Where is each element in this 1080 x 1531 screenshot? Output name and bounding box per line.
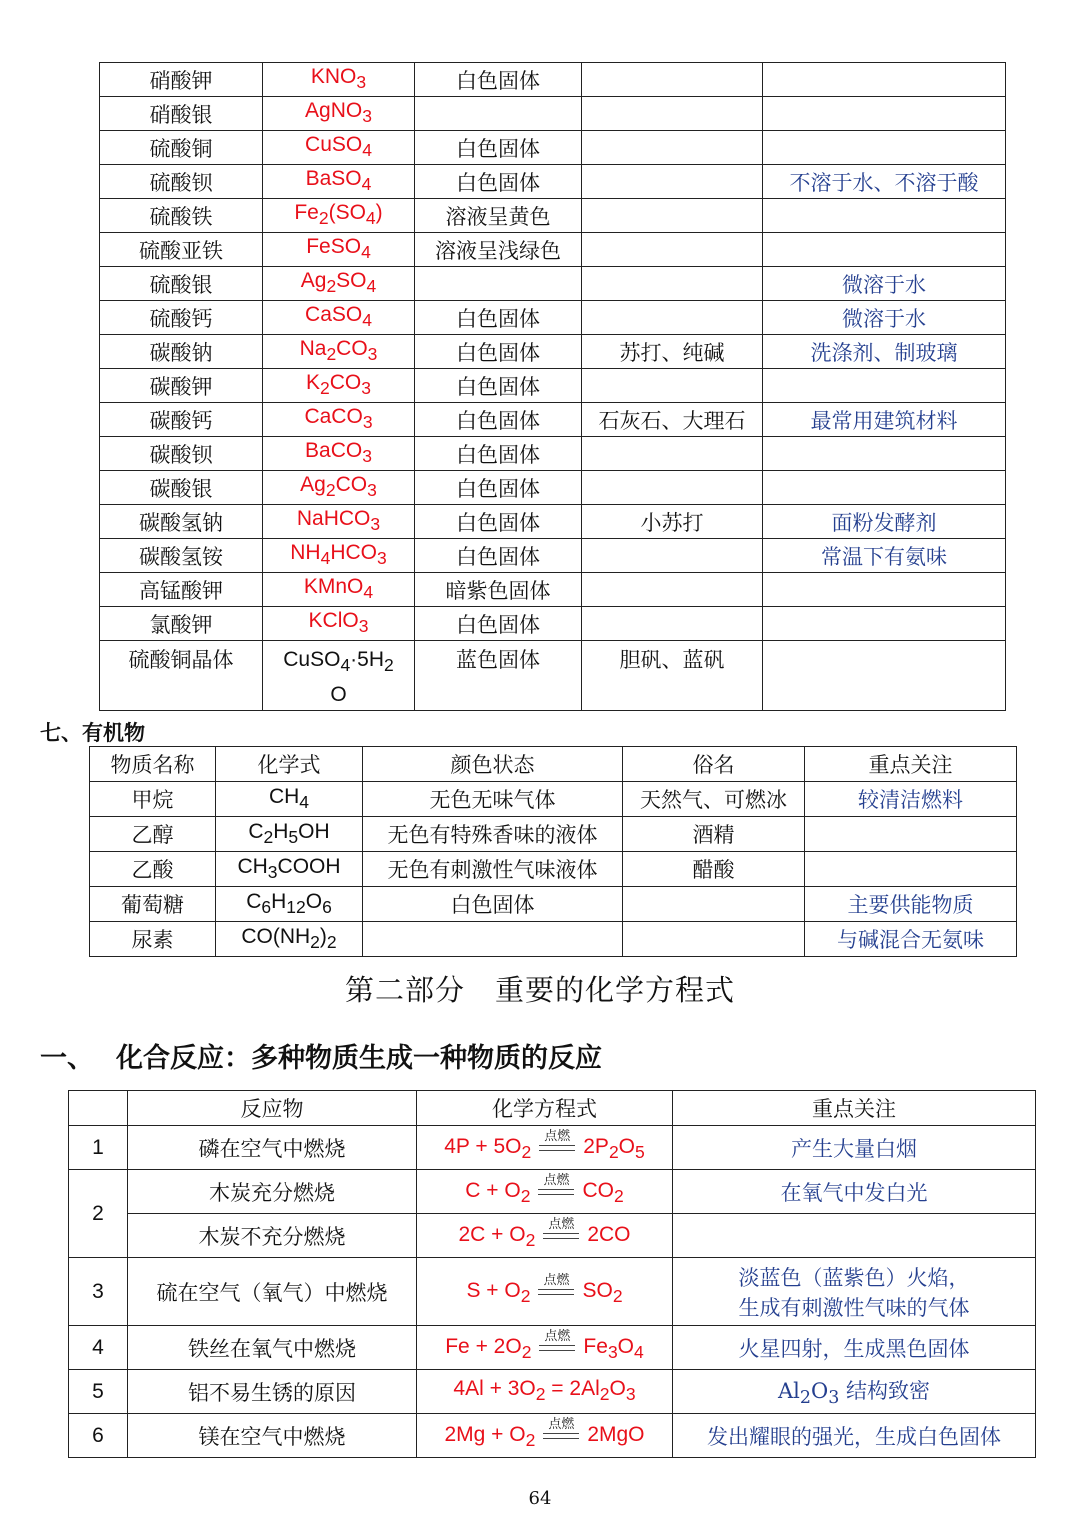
chemical-formula: AgNO$_3$ xyxy=(263,97,415,131)
common-name: 醋酸 xyxy=(623,852,805,887)
key-note xyxy=(763,63,1006,97)
reaction-desc: 铝不易生锈的原因 xyxy=(128,1370,417,1414)
reaction-row-3 xyxy=(69,1258,1036,1326)
key-note xyxy=(763,97,1006,131)
organic-table xyxy=(89,746,1017,957)
salts-table xyxy=(99,62,1006,711)
key-note xyxy=(763,471,1006,505)
color-state: 溶液呈浅绿色 xyxy=(415,233,582,267)
color-state: 白色固体 xyxy=(415,437,582,471)
common-name: 胆矾、蓝矾 xyxy=(582,641,763,711)
subscript: 4 xyxy=(362,310,372,331)
subscript: 12 xyxy=(286,897,306,918)
common-name xyxy=(582,63,763,97)
subscript: 2 xyxy=(318,208,329,229)
subscript: 2 xyxy=(520,1286,531,1307)
key-note: 微溶于水 xyxy=(763,267,1006,301)
table-row xyxy=(100,369,1006,403)
table-row xyxy=(100,607,1006,641)
table-row xyxy=(100,97,1006,131)
page-number: 64 xyxy=(528,1488,552,1509)
equation-left: $2C + O_2$ xyxy=(458,1223,536,1251)
color-state: 白色固体 xyxy=(415,165,582,199)
reaction-note xyxy=(673,1258,1036,1326)
reaction-number: 5 xyxy=(69,1370,128,1414)
subscript: 3 xyxy=(828,1388,840,1409)
key-note: 最常用建筑材料 xyxy=(763,403,1006,437)
common-name xyxy=(582,573,763,607)
common-name: 石灰石、大理石 xyxy=(582,403,763,437)
equation-right: 2CO xyxy=(587,1223,631,1247)
table-row xyxy=(100,267,1006,301)
ignite-condition-mark xyxy=(536,1275,576,1301)
reaction-note xyxy=(673,1214,1036,1258)
color-state xyxy=(415,267,582,301)
substance-name: 高锰酸钾 xyxy=(100,573,263,607)
key-note: 不溶于水、不溶于酸 xyxy=(763,165,1006,199)
color-state: 白色固体 xyxy=(415,369,582,403)
subscript: 2 xyxy=(612,1286,623,1307)
chemical-formula: $CH_4$ xyxy=(216,782,363,817)
reaction-row-2a xyxy=(69,1170,1036,1214)
chemical-formula: NaHCO$_3$ xyxy=(263,505,415,539)
reaction-equation xyxy=(417,1214,673,1258)
chemical-formula: $C_2H_5OH$ xyxy=(216,817,363,852)
subscript: 4 xyxy=(361,174,372,195)
key-note xyxy=(763,369,1006,403)
reactions-header-num xyxy=(69,1091,128,1126)
subscript: 3 xyxy=(367,480,377,501)
reaction-section-title xyxy=(40,1036,602,1075)
subscript: 4 xyxy=(363,582,374,603)
substance-name: 碳酸钙 xyxy=(100,403,263,437)
table-row xyxy=(100,233,1006,267)
key-note: 主要供能物质 xyxy=(805,887,1017,922)
subscript: 3 xyxy=(267,862,278,883)
common-name xyxy=(582,471,763,505)
reactions-header-reactants: 反应物 xyxy=(128,1091,417,1126)
table-row xyxy=(100,471,1006,505)
table-row xyxy=(100,573,1006,607)
chemical-formula: $NH_4HCO_3$ xyxy=(263,539,415,573)
key-note: 较清洁燃料 xyxy=(805,782,1017,817)
subscript: 3 xyxy=(367,344,378,365)
chemical-formula: $CuSO_4\cdot 5H_2$ O xyxy=(263,641,415,711)
condition-label: 点燃 xyxy=(544,1129,571,1145)
key-note xyxy=(763,607,1006,641)
ignite-condition-mark xyxy=(541,1419,581,1445)
subscript: 3 xyxy=(377,548,387,569)
subscript: 2 xyxy=(613,1186,624,1207)
color-state: 白色固体 xyxy=(415,505,582,539)
color-state xyxy=(363,922,623,957)
color-state: 无色有刺激性气味液体 xyxy=(363,852,623,887)
substance-name: 硫酸铜 xyxy=(100,131,263,165)
equation-right: $CO_2$ xyxy=(582,1179,624,1207)
condition-label: 点燃 xyxy=(543,1273,570,1289)
subscript: 2 xyxy=(599,1384,610,1405)
key-note xyxy=(763,437,1006,471)
table-row xyxy=(100,63,1006,97)
color-state: 蓝色固体 xyxy=(415,641,582,711)
color-state: 白色固体 xyxy=(415,301,582,335)
common-name xyxy=(582,607,763,641)
table-row xyxy=(100,301,1006,335)
reaction-desc: 硫在空气（氧气）中燃烧 xyxy=(128,1258,417,1326)
substance-name: 碳酸钾 xyxy=(100,369,263,403)
common-name xyxy=(623,887,805,922)
reactions-header-note: 重点关注 xyxy=(673,1091,1036,1126)
subscript: 4 xyxy=(361,242,371,263)
subscript: 3 xyxy=(362,412,373,433)
reaction-note: 在氧气中发白光 xyxy=(673,1170,1036,1214)
subscript: 3 xyxy=(362,446,372,467)
ignite-condition-mark xyxy=(537,1331,577,1357)
chemical-formula: CuSO$_4$ xyxy=(263,131,415,165)
subscript: 4 xyxy=(366,276,377,297)
color-state: 无色有特殊香味的液体 xyxy=(363,817,623,852)
subscript: 3 xyxy=(361,378,371,399)
table-row xyxy=(100,131,1006,165)
key-note: 微溶于水 xyxy=(763,301,1006,335)
reaction-equation xyxy=(417,1170,673,1214)
equation-left: $C + O_2$ xyxy=(465,1179,531,1207)
reaction-note: $Al_2O_3$ 结构致密 xyxy=(673,1370,1036,1414)
reaction-desc: 木炭充分燃烧 xyxy=(128,1170,417,1214)
reaction-number: 6 xyxy=(69,1414,128,1458)
common-name xyxy=(582,369,763,403)
reaction-note-line-2: 生成有刺激性气味的气体 xyxy=(738,1295,970,1320)
common-name xyxy=(582,165,763,199)
reaction-equation xyxy=(417,1258,673,1326)
organic-table-body xyxy=(90,782,1017,957)
table-row xyxy=(90,922,1017,957)
color-state: 白色固体 xyxy=(415,539,582,573)
reaction-row-5 xyxy=(69,1370,1036,1414)
common-name: 苏打、纯碱 xyxy=(582,335,763,369)
reactions-table xyxy=(68,1090,1036,1458)
table-row xyxy=(100,437,1006,471)
key-note xyxy=(805,852,1017,887)
table-row xyxy=(100,641,1006,711)
reaction-number: 1 xyxy=(69,1126,128,1170)
reaction-desc: 木炭不充分燃烧 xyxy=(128,1214,417,1258)
substance-name: 硝酸钾 xyxy=(100,63,263,97)
substance-name: 碳酸钠 xyxy=(100,335,263,369)
organic-header-name: 物质名称 xyxy=(90,747,216,782)
subscript: 2 xyxy=(521,1342,532,1363)
ignite-condition-mark xyxy=(537,1131,577,1157)
substance-name: 乙酸 xyxy=(90,852,216,887)
common-name xyxy=(582,301,763,335)
reaction-desc: 铁丝在氧气中燃烧 xyxy=(128,1326,417,1370)
table-row xyxy=(100,165,1006,199)
subscript: 4 xyxy=(365,208,376,229)
ignite-condition-mark xyxy=(541,1219,581,1245)
common-name xyxy=(582,233,763,267)
chemical-formula: CaCO$_3$ xyxy=(263,403,415,437)
substance-name: 碳酸银 xyxy=(100,471,263,505)
organic-section-label: 七、有机物 xyxy=(40,720,145,745)
table-row xyxy=(100,505,1006,539)
substance-name: 甲烷 xyxy=(90,782,216,817)
subscript: 2 xyxy=(326,276,337,297)
common-name xyxy=(582,437,763,471)
table-row xyxy=(90,887,1017,922)
subscript: 2 xyxy=(521,1142,532,1163)
chemical-formula: BaCO$_3$ xyxy=(263,437,415,471)
reaction-desc: 镁在空气中燃烧 xyxy=(128,1414,417,1458)
condition-label: 点燃 xyxy=(548,1217,575,1233)
subscript: 4 xyxy=(362,140,372,161)
substance-name: 硫酸亚铁 xyxy=(100,233,263,267)
key-note: 与碱混合无氨味 xyxy=(805,922,1017,957)
subscript: 2 xyxy=(525,1430,536,1451)
reaction-number: 3 xyxy=(69,1258,128,1326)
table-row xyxy=(100,539,1006,573)
subscript: 3 xyxy=(625,1384,636,1405)
common-name xyxy=(582,131,763,165)
table-row xyxy=(100,403,1006,437)
subscript: 2 xyxy=(326,932,337,953)
condition-label: 点燃 xyxy=(544,1329,571,1345)
substance-name: 葡萄糖 xyxy=(90,887,216,922)
common-name xyxy=(582,267,763,301)
subscript: 3 xyxy=(607,1342,618,1363)
subscript: 2 xyxy=(310,932,320,953)
organic-header-row xyxy=(90,747,1017,782)
reaction-row-1 xyxy=(69,1126,1036,1170)
substance-name: 硫酸钙 xyxy=(100,301,263,335)
subscript: 5 xyxy=(635,1142,645,1163)
reaction-number: 4 xyxy=(69,1326,128,1370)
color-state: 白色固体 xyxy=(415,131,582,165)
color-state: 白色固体 xyxy=(415,63,582,97)
chemical-formula: $C_6H_{12}O_6$ xyxy=(216,887,363,922)
equation-left: $S + O_2$ xyxy=(466,1279,531,1307)
common-name xyxy=(582,539,763,573)
reaction-section-text: 化合反应：多种物质生成一种物质的反应 xyxy=(116,1043,602,1074)
equation-right: $SO_2$ xyxy=(582,1279,623,1307)
chemical-formula: $Ag_2SO_4$ xyxy=(263,267,415,301)
subscript: 4 xyxy=(299,792,310,813)
subscript: 2 xyxy=(325,480,336,501)
color-state xyxy=(415,97,582,131)
reaction-equation xyxy=(417,1414,673,1458)
equation-right: 2MgO xyxy=(587,1423,645,1447)
reaction-row-6 xyxy=(69,1414,1036,1458)
equation-left: $4P + 5O_2$ xyxy=(444,1135,532,1163)
reaction-number: 2 xyxy=(69,1170,128,1258)
common-name xyxy=(623,922,805,957)
key-note xyxy=(763,199,1006,233)
subscript: 3 xyxy=(362,106,372,127)
subscript: 3 xyxy=(358,616,369,637)
color-state: 白色固体 xyxy=(415,403,582,437)
chemical-formula: $KNO_3$ xyxy=(263,63,415,97)
subscript: 2 xyxy=(520,1186,531,1207)
common-name: 天然气、可燃冰 xyxy=(623,782,805,817)
substance-name: 碳酸氢铵 xyxy=(100,539,263,573)
reaction-equation xyxy=(417,1326,673,1370)
chemical-formula: BaSO$_4$ xyxy=(263,165,415,199)
reaction-equation xyxy=(417,1126,673,1170)
equation-right: $Fe_3O_4$ xyxy=(583,1335,644,1363)
substance-name: 乙醇 xyxy=(90,817,216,852)
subscript: 4 xyxy=(340,655,351,676)
chemical-formula: KMnO$_4$ xyxy=(263,573,415,607)
key-note: 面粉发酵剂 xyxy=(763,505,1006,539)
part-title: 第二部分 重要的化学方程式 xyxy=(344,973,735,1007)
subscript: 2 xyxy=(799,1388,811,1409)
equation-right: $2P_2O_5$ xyxy=(583,1135,645,1163)
table-row xyxy=(100,199,1006,233)
organic-header-alias: 俗名 xyxy=(623,747,805,782)
color-state: 白色固体 xyxy=(415,471,582,505)
chemical-formula: $CO(NH_2)_2$ xyxy=(216,922,363,957)
common-name: 小苏打 xyxy=(582,505,763,539)
substance-name: 氯酸钾 xyxy=(100,607,263,641)
subscript: 2 xyxy=(263,827,274,848)
reaction-section-number: 一、 xyxy=(40,1043,94,1074)
key-note xyxy=(763,233,1006,267)
substance-name: 硫酸钡 xyxy=(100,165,263,199)
subscript: 6 xyxy=(261,897,272,918)
substance-name: 硝酸银 xyxy=(100,97,263,131)
substance-name: 硫酸铜晶体 xyxy=(100,641,263,711)
key-note xyxy=(763,641,1006,711)
substance-name: 碳酸氢钠 xyxy=(100,505,263,539)
subscript: 6 xyxy=(322,897,332,918)
salts-table-body xyxy=(100,63,1006,711)
substance-name: 硫酸银 xyxy=(100,267,263,301)
reaction-note: 产生大量白烟 xyxy=(673,1126,1036,1170)
reaction-row-4 xyxy=(69,1326,1036,1370)
reaction-equation: $4Al + 3O_2 = 2Al_2O_3$ xyxy=(417,1370,673,1414)
chemical-formula: KClO$_3$ xyxy=(263,607,415,641)
subscript: 2 xyxy=(320,378,330,399)
chemical-formula: $CH_3COOH$ xyxy=(216,852,363,887)
substance-name: 尿素 xyxy=(90,922,216,957)
reaction-note-line-1: 淡蓝色（蓝紫色）火焰， xyxy=(738,1265,970,1290)
organic-header-note: 重点关注 xyxy=(805,747,1017,782)
reaction-note: 火星四射，生成黑色固体 xyxy=(673,1326,1036,1370)
reaction-note: 发出耀眼的强光，生成白色固体 xyxy=(673,1414,1036,1458)
organic-header-formula: 化学式 xyxy=(216,747,363,782)
common-name xyxy=(582,199,763,233)
subscript: 2 xyxy=(608,1142,619,1163)
equation-left: $Fe + 2O_2$ xyxy=(445,1335,532,1363)
subscript: 2 xyxy=(326,344,337,365)
chemical-formula: $K_2CO_3$ xyxy=(263,369,415,403)
subscript: 4 xyxy=(634,1342,644,1363)
color-state: 溶液呈黄色 xyxy=(415,199,582,233)
key-note xyxy=(763,131,1006,165)
subscript: 2 xyxy=(525,1230,536,1251)
key-note xyxy=(763,573,1006,607)
table-row xyxy=(90,852,1017,887)
reaction-row-2b xyxy=(69,1214,1036,1258)
chemical-formula: $Ag_2CO_3$ xyxy=(263,471,415,505)
subscript: 3 xyxy=(356,72,367,93)
color-state: 无色无味气体 xyxy=(363,782,623,817)
key-note: 洗涤剂、制玻璃 xyxy=(763,335,1006,369)
table-row xyxy=(90,782,1017,817)
substance-name: 碳酸钡 xyxy=(100,437,263,471)
substance-name: 硫酸铁 xyxy=(100,199,263,233)
equation-left: $2Mg + O_2$ xyxy=(444,1423,536,1451)
subscript: 2 xyxy=(384,655,394,676)
reactions-header-row xyxy=(69,1091,1036,1126)
chemical-formula: CaSO$_4$ xyxy=(263,301,415,335)
condition-label: 点燃 xyxy=(543,1173,570,1189)
reactions-header-equation: 化学方程式 xyxy=(417,1091,673,1126)
key-note: 常温下有氨味 xyxy=(763,539,1006,573)
chemical-formula: FeSO$_4$ xyxy=(263,233,415,267)
key-note xyxy=(805,817,1017,852)
color-state: 白色固体 xyxy=(415,607,582,641)
condition-label: 点燃 xyxy=(548,1417,575,1433)
color-state: 白色固体 xyxy=(415,335,582,369)
table-row xyxy=(100,335,1006,369)
subscript: 2 xyxy=(535,1384,546,1405)
organic-header-color: 颜色状态 xyxy=(363,747,623,782)
subscript: 4 xyxy=(320,548,331,569)
common-name: 酒精 xyxy=(623,817,805,852)
subscript: 3 xyxy=(370,514,381,535)
ignite-condition-mark xyxy=(536,1175,576,1201)
subscript: 5 xyxy=(288,827,299,848)
common-name xyxy=(582,97,763,131)
color-state: 暗紫色固体 xyxy=(415,573,582,607)
color-state: 白色固体 xyxy=(363,887,623,922)
reaction-desc: 磷在空气中燃烧 xyxy=(128,1126,417,1170)
chemical-formula: $Na_2CO_3$ xyxy=(263,335,415,369)
chemical-formula: $Fe_2(SO_4)$ xyxy=(263,199,415,233)
table-row xyxy=(90,817,1017,852)
